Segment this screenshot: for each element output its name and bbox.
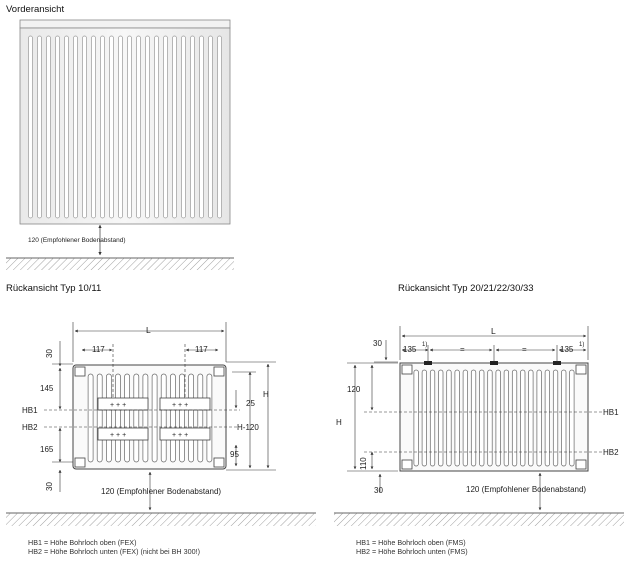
radiator-fin xyxy=(155,36,159,218)
radiator-fin xyxy=(200,36,204,218)
radiator-fin xyxy=(207,374,212,462)
radiator-fin xyxy=(414,370,419,466)
rear-1011-floor xyxy=(6,513,316,526)
radiator-fin xyxy=(198,374,203,462)
rear-2033-bottom-label: 30 xyxy=(374,486,383,495)
radiator-fin xyxy=(161,374,166,462)
radiator-fin xyxy=(570,370,575,466)
front-floor-dimension xyxy=(28,225,126,255)
radiator-fin xyxy=(463,370,468,466)
radiator-fin xyxy=(56,36,60,218)
rear-2033-lower-label: 110 xyxy=(359,457,368,470)
legend-rear-1011 xyxy=(28,538,200,556)
rear-view-2033-title: Rückansicht Typ 20/21/22/30/33 xyxy=(398,283,534,294)
radiator-fin xyxy=(29,36,33,218)
rear-2033-hb2-label: HB2 xyxy=(603,448,619,457)
legend-hb2-fex: HB2 = Höhe Bohrloch unten (FEX) (nicht bei BH 300!) xyxy=(28,547,200,556)
radiator-fin xyxy=(553,370,558,466)
rear-view-1011-title: Rückansicht Typ 10/11 xyxy=(6,283,102,294)
radiator-fin xyxy=(180,374,185,462)
legend-hb1-fex: HB1 = Höhe Bohrloch oben (FEX) xyxy=(28,538,137,547)
radiator-fin xyxy=(97,374,102,462)
radiator-fin xyxy=(101,36,105,218)
radiator-fin xyxy=(125,374,130,462)
rear-2033-radiator xyxy=(400,361,588,471)
radiator-fin xyxy=(512,370,517,466)
rear-2033-top-label: 30 xyxy=(373,339,382,348)
radiator-fin xyxy=(480,370,485,466)
rear-1011-upper-label: 145 xyxy=(40,384,54,393)
rear-2033-upper-label: 120 xyxy=(347,385,361,394)
rear-1011-radiator xyxy=(73,365,226,469)
legend-hb1-fms: HB1 = Höhe Bohrloch oben (FMS) xyxy=(356,538,466,547)
front-view-radiator xyxy=(20,20,230,224)
radiator-fin xyxy=(562,370,567,466)
rear-1011-top-label: 30 xyxy=(45,349,54,358)
radiator-fin xyxy=(218,36,222,218)
radiator-fin xyxy=(455,370,460,466)
radiator-fin xyxy=(137,36,141,218)
radiator-fin xyxy=(88,374,93,462)
radiator-fin xyxy=(38,36,42,218)
rear-1011-hb1-label: HB1 xyxy=(22,406,38,415)
svg-text:+ + +: + + + xyxy=(110,432,127,439)
rear-1011-hb2-label: HB2 xyxy=(22,423,38,432)
radiator-fin xyxy=(106,374,111,462)
rear-2033-note-left: 1) xyxy=(422,342,428,348)
radiator-fin xyxy=(189,374,194,462)
radiator-fin xyxy=(422,370,427,466)
rear-1011-25-label: 25 xyxy=(246,399,255,408)
radiator-fin xyxy=(488,370,493,466)
radiator-fin xyxy=(173,36,177,218)
radiator-fin xyxy=(170,374,175,462)
radiator-fin xyxy=(209,36,213,218)
rear-2033-offset-right-label: 135 xyxy=(560,345,574,354)
radiator-fin xyxy=(74,36,78,218)
radiator-fin xyxy=(65,36,69,218)
radiator-fin xyxy=(529,370,534,466)
rear-1011-h-minus-label: H-120 xyxy=(237,423,259,432)
radiator-fin xyxy=(110,36,114,218)
rear-2033-offset-left-label: 135 xyxy=(403,345,417,354)
rear-1011-offset-right-label: 117 xyxy=(195,345,208,354)
rear-1011-lower-label: 165 xyxy=(40,445,54,454)
svg-text:+ + +: + + + xyxy=(172,432,189,439)
rear-2033-floor-note: 120 (Empfohlener Bodenabstand) xyxy=(466,485,587,494)
svg-text:+ + +: + + + xyxy=(172,402,189,409)
rear-1011-floor-note: 120 (Empfohlener Bodenabstand) xyxy=(101,487,222,496)
front-floor xyxy=(6,258,234,270)
rear-1011-bottom-label: 30 xyxy=(45,482,54,491)
rear-2033-equal-2: = xyxy=(522,345,527,354)
front-view-title: Vorderansicht xyxy=(6,4,65,15)
rear-2033-equal-1: = xyxy=(460,345,465,354)
radiator-fin xyxy=(146,36,150,218)
radiator-fin xyxy=(447,370,452,466)
rear-2033-height-label: H xyxy=(336,418,342,427)
radiator-fin xyxy=(430,370,435,466)
radiator-fin xyxy=(164,36,168,218)
radiator-fin xyxy=(521,370,526,466)
radiator-fin xyxy=(83,36,87,218)
radiator-fin xyxy=(92,36,96,218)
rear-1011-length-label: L xyxy=(146,325,151,335)
rear-2033-hb1-label: HB1 xyxy=(603,408,619,417)
rear-2033-note-right: 1) xyxy=(579,342,585,348)
radiator-fin xyxy=(545,370,550,466)
rear-1011-height-label: H xyxy=(263,390,269,399)
svg-text:+ + +: + + + xyxy=(110,402,127,409)
radiator-fin xyxy=(116,374,121,462)
rear-1011-offset-left-label: 117 xyxy=(92,345,105,354)
radiator-fin xyxy=(504,370,509,466)
radiator-fin xyxy=(134,374,139,462)
radiator-fin xyxy=(496,370,501,466)
radiator-fin xyxy=(119,36,123,218)
rear-2033-floor xyxy=(334,513,624,526)
radiator-panel xyxy=(20,28,230,224)
radiator-fin xyxy=(143,374,148,462)
radiator-fin xyxy=(439,370,444,466)
radiator-fin xyxy=(537,370,542,466)
radiator-fin xyxy=(128,36,132,218)
rear-2033-length-label: L xyxy=(491,326,496,336)
radiator-fin xyxy=(191,36,195,218)
radiator-fin xyxy=(471,370,476,466)
rear-1011-95-label: 95 xyxy=(230,450,239,459)
legend-hb2-fms: HB2 = Höhe Bohrloch unten (FMS) xyxy=(356,547,468,556)
radiator-top-cover xyxy=(20,20,230,28)
rear-2033-outline xyxy=(400,363,588,471)
legend-rear-2033 xyxy=(356,538,468,556)
radiator-fin xyxy=(47,36,51,218)
radiator-fin xyxy=(182,36,186,218)
radiator-fin xyxy=(152,374,157,462)
front-floor-note: 120 (Empfohlener Bodenabstand) xyxy=(28,237,126,244)
